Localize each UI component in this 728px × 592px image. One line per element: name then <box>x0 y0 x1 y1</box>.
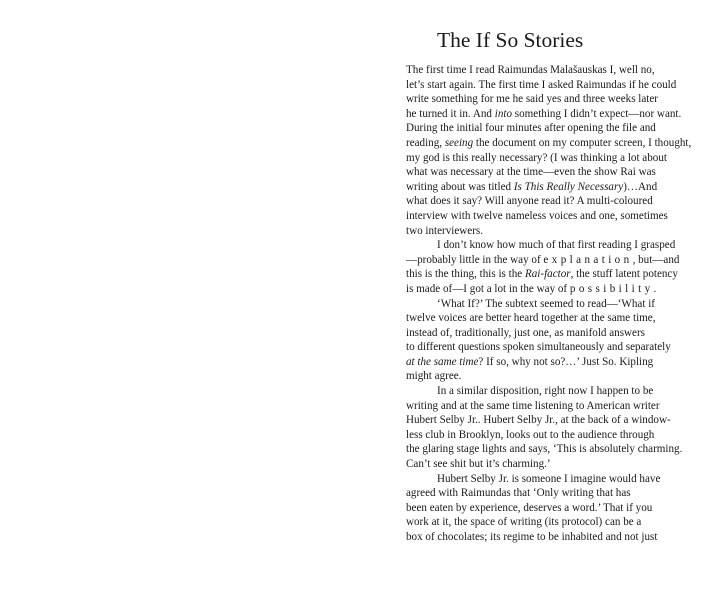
text-run: something I didn’t expect—nor want. <box>512 107 682 120</box>
text-run: been eaten by experience, deserves a word.’ That if you <box>406 501 653 514</box>
italic-text: at the same time <box>406 355 479 368</box>
paragraph-first-line <box>406 472 706 487</box>
letterspaced-text: explanation <box>543 253 633 266</box>
text-run: , the stuff latent potency <box>570 268 678 281</box>
text-run: . <box>653 282 657 295</box>
text-line <box>406 107 706 122</box>
text-run: twelve voices are better heard together at the same time, <box>406 312 656 325</box>
text-line <box>406 224 706 239</box>
text-run: writing and at the same time listening to American writer <box>406 399 660 412</box>
text-run: work at it, the space of writing (its protocol) can be a <box>406 516 642 529</box>
text-line <box>406 326 706 341</box>
text-run: might agree. <box>406 370 462 383</box>
text-run: the glaring stage lights and says, ‘This is absolutely charming. <box>406 443 683 456</box>
text-line <box>406 267 706 282</box>
text-run: this is the thing, this is the <box>406 268 525 281</box>
text-run: writing about was titled <box>406 180 514 193</box>
text-run: ? If so, why not so?…’ Just So. Kipling <box>478 355 654 368</box>
text-line <box>406 136 706 151</box>
italic-text: seeing <box>444 136 474 149</box>
text-line <box>406 311 706 326</box>
text-line <box>406 209 706 224</box>
body-text <box>406 63 706 545</box>
text-line <box>406 399 706 414</box>
text-line <box>406 253 706 268</box>
text-run: the document on my computer screen, I thought, <box>473 136 692 149</box>
text-line <box>406 413 706 428</box>
text-run: ‘What If?’ The subtext seemed to read—‘What if <box>437 297 655 310</box>
text-run: In a similar disposition, right now I happen to be <box>437 385 654 398</box>
text-run: )…And <box>623 180 658 193</box>
text-line <box>406 282 706 297</box>
text-line <box>406 340 706 355</box>
text-line <box>406 486 706 501</box>
text-run: box of chocolates; its regime to be inhabited and not just <box>406 531 658 543</box>
text-run: two interviewers. <box>406 224 484 237</box>
text-line <box>406 92 706 107</box>
text-run: agreed with Raimundas that ‘Only writing that has <box>406 487 631 500</box>
chapter-title: The If So Stories <box>437 28 584 52</box>
text-line <box>406 180 706 195</box>
letterspaced-text: possibility <box>569 282 654 295</box>
text-run: what was necessary at the time—even the show Rai was <box>406 166 656 179</box>
paragraph-first-line <box>406 238 706 253</box>
text-line <box>406 530 706 545</box>
text-run: , but—and <box>632 253 680 266</box>
text-line <box>406 78 706 93</box>
text-run: he turned it in. And <box>406 107 495 120</box>
text-run: Hubert Selby Jr.. Hubert Selby Jr., at the back of a window- <box>406 414 671 427</box>
text-line <box>406 442 706 457</box>
text-run: Hubert Selby Jr. is someone I imagine would have <box>437 472 661 485</box>
text-run: The first time I read Raimundas Malašauskas I, well no, <box>406 64 655 76</box>
text-line <box>406 515 706 530</box>
text-line <box>406 428 706 443</box>
text-run: Can’t see shit but it’s charming.’ <box>406 458 551 471</box>
text-run: instead of, traditionally, just one, as manifold answers <box>406 326 645 339</box>
text-run: less club in Brooklyn, looks out to the audience through <box>406 428 655 441</box>
text-line <box>406 457 706 472</box>
italic-text: Rai-factor <box>524 268 571 281</box>
text-run: —probably little in the way of <box>406 253 544 266</box>
text-line <box>406 121 706 136</box>
italic-text: into <box>494 107 513 120</box>
text-run: write something for me he said yes and three weeks later <box>406 93 658 106</box>
text-line <box>406 501 706 516</box>
text-run: is made of—I got a lot in the way of <box>406 282 570 295</box>
text-line <box>406 355 706 370</box>
text-run: reading, <box>406 136 445 149</box>
paragraph-first-line <box>406 384 706 399</box>
text-line <box>406 63 706 78</box>
text-run: I don’t know how much of that first reading I grasped <box>437 239 676 252</box>
text-run: interview with twelve nameless voices and one, sometimes <box>406 209 668 222</box>
text-run: what does it say? Will anyone read it? A multi-coloured <box>406 195 653 208</box>
paragraph-first-line <box>406 297 706 312</box>
text-line <box>406 194 706 209</box>
text-line <box>406 165 706 180</box>
text-line <box>406 151 706 166</box>
text-run: let’s start again. The first time I asked Raimundas if he could <box>406 78 677 91</box>
text-run: to different questions spoken simultaneously and separately <box>406 341 671 354</box>
italic-text: Is This Really Necessary <box>513 180 624 193</box>
text-run: During the initial four minutes after opening the file and <box>406 122 656 135</box>
text-line <box>406 369 706 384</box>
text-run: my god is this really necessary? (I was thinking a lot about <box>406 151 667 164</box>
